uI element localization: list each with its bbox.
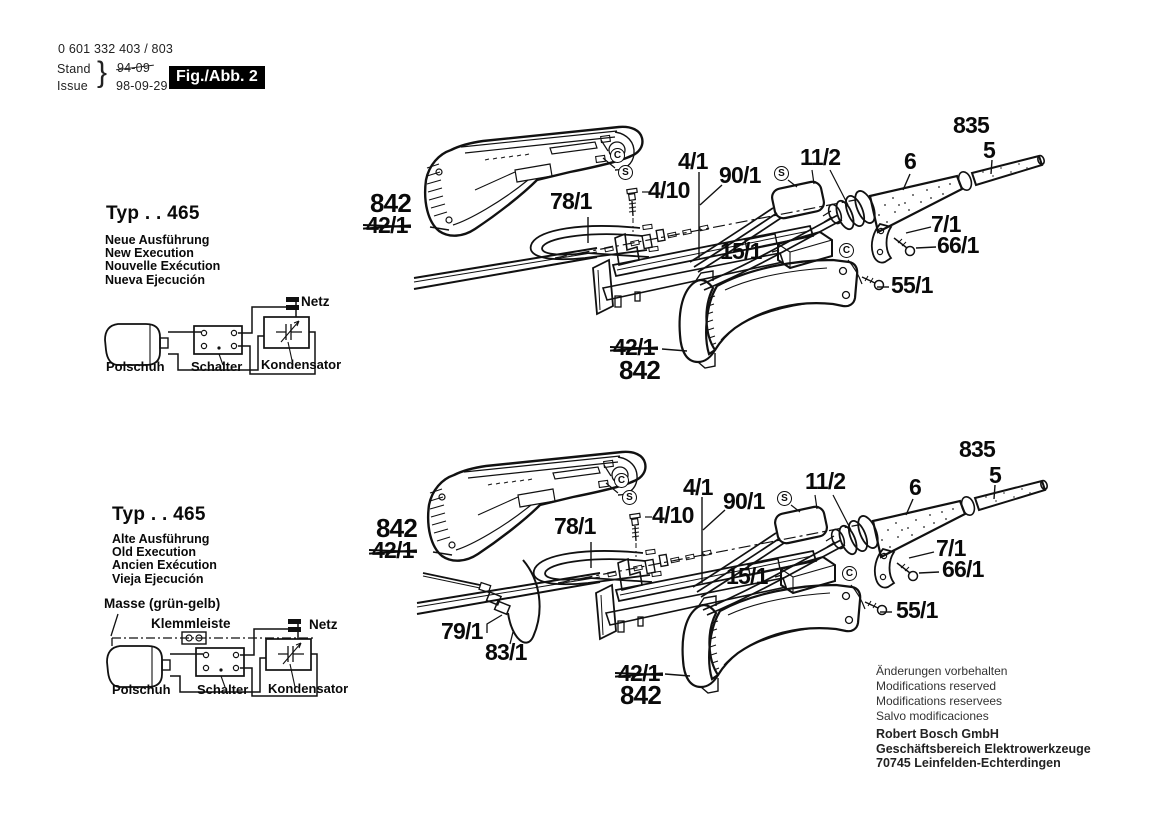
callout-78-1: 78/1 [554, 513, 596, 539]
callout-4-10: 4/10 [652, 502, 694, 528]
callout-4-10: 4/10 [648, 177, 690, 203]
execution-line: Vieja Ejecución [112, 571, 204, 586]
type-label-old: Typ . . 465 [112, 504, 206, 525]
callout-11-2: 11/2 [800, 144, 841, 170]
stand-label: Stand [57, 62, 91, 76]
klemmleiste-label: Klemmleiste [151, 616, 231, 631]
callout-11-2: 11/2 [805, 468, 846, 494]
callout-842: 842 [620, 680, 661, 710]
polschuh-label-old: Polschuh [112, 682, 171, 697]
company-block [876, 727, 1091, 771]
schalter-label-old: Schalter [197, 682, 249, 697]
kondensator-label-old: Kondensator [268, 681, 349, 696]
execution-line: New Execution [105, 246, 194, 261]
date-brace: } [97, 56, 108, 89]
callout-842: 842 [619, 355, 660, 385]
masse-label: Masse (grün-gelb) [104, 596, 221, 611]
callout-835: 835 [953, 112, 989, 138]
execution-line: Old Execution [112, 545, 197, 560]
callout-78-1: 78/1 [550, 188, 592, 214]
issue-label: Issue [57, 79, 88, 93]
kondensator-label-new: Kondensator [261, 357, 342, 372]
circled-s-marker: S [618, 165, 633, 180]
callout-6: 6 [904, 148, 916, 174]
execution-line: Nouvelle Exécution [105, 259, 221, 274]
document-part-number: 0 601 332 403 / 803 [58, 42, 174, 56]
callout-42-1-struck: 42/1 [618, 660, 660, 686]
callout-5: 5 [989, 462, 1001, 488]
callout-6: 6 [909, 474, 921, 500]
note-line: Salvo modificaciones [876, 709, 989, 723]
execution-lines-new [105, 234, 220, 287]
issue-date: 98-09-29 [116, 79, 168, 93]
circled-s-marker: S [777, 491, 792, 506]
note-line: Modifications reserved [876, 679, 997, 693]
callout-4-1: 4/1 [678, 148, 708, 174]
circled-c-marker: C [610, 148, 625, 163]
callout-7-1: 7/1 [931, 211, 961, 237]
callout-83-1: 83/1 [485, 639, 527, 665]
callout-66-1: 66/1 [942, 556, 984, 582]
old-date: 94-09 [117, 61, 150, 75]
callout-42-1-struck: 42/1 [372, 537, 414, 563]
callout-55-1: 55/1 [896, 597, 938, 623]
execution-line: Neue Ausführung [105, 233, 210, 247]
callout-835: 835 [959, 436, 995, 462]
callout-90-1: 90/1 [719, 162, 761, 188]
callout-90-1: 90/1 [723, 488, 765, 514]
execution-line: Alte Ausführung [112, 532, 210, 546]
note-line: Änderungen vorbehalten [876, 664, 1008, 678]
callout-842: 842 [370, 188, 411, 218]
callout-66-1: 66/1 [937, 232, 979, 258]
netz-label-old: Netz [309, 617, 338, 632]
company-line: Robert Bosch GmbH [876, 727, 999, 741]
circled-c-marker: C [839, 243, 854, 258]
callout-55-1: 55/1 [891, 272, 933, 298]
note-line: Modifications reservees [876, 694, 1003, 708]
callout-5: 5 [983, 137, 995, 163]
callout-4-1: 4/1 [683, 474, 713, 500]
circled-c-marker: C [842, 566, 857, 581]
execution-line: Nueva Ejecución [105, 272, 206, 287]
modification-notes [876, 664, 1007, 724]
type-label-new: Typ . . 465 [106, 203, 200, 224]
company-line: 70745 Leinfelden-Echterdingen [876, 756, 1061, 770]
execution-line: Ancien Exécution [112, 558, 217, 573]
figure-number-badge: Fig./Abb. 2 [169, 66, 265, 89]
circled-s-marker: S [774, 166, 789, 181]
company-line: Geschäftsbereich Elektrowerkzeuge [876, 741, 1091, 756]
callout-15-1: 15/1 [726, 563, 768, 589]
circled-s-marker: S [622, 490, 637, 505]
schalter-label-new: Schalter [191, 359, 243, 374]
netz-label-new: Netz [301, 294, 330, 309]
callout-42-1-struck: 42/1 [366, 212, 408, 238]
callout-7-1: 7/1 [936, 535, 966, 561]
polschuh-label-new: Polschuh [106, 359, 165, 374]
callout-15-1: 15/1 [720, 238, 762, 264]
callout-42-1-struck: 42/1 [613, 334, 655, 360]
callout-79-1: 79/1 [441, 618, 483, 644]
execution-lines-old [112, 533, 217, 586]
circled-c-marker: C [614, 473, 629, 488]
callout-842: 842 [376, 513, 417, 543]
